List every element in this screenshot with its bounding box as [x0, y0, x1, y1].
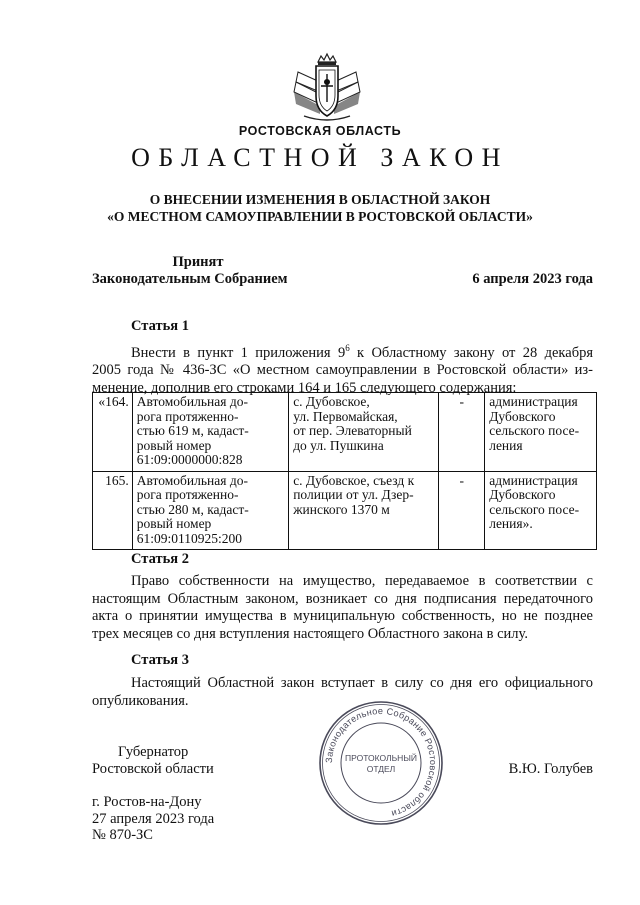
official-stamp-icon: [318, 700, 444, 826]
road-object-line: 61:09:0000000:828: [136, 452, 243, 467]
road-object-line: стью 280 м, кадаст-: [136, 501, 249, 517]
road-address-line: полиции от ул. Дзер-: [293, 487, 414, 502]
road-address-line: жинского 1370 м: [293, 501, 390, 517]
road-address-line: ул. Первомайская,: [293, 408, 398, 424]
document-type-title: ОБЛАСТНОЙ ЗАКОН: [131, 143, 509, 172]
article-2-line: акта о принятии имущества в муниципальную собственность, но не позднее: [92, 608, 593, 624]
owner-organization-line: сельского посе-: [489, 501, 580, 517]
table-row: [93, 471, 597, 550]
road-object-line: стью 619 м, кадаст-: [136, 423, 249, 438]
road-address-line: с. Дубовское,: [293, 394, 370, 409]
coat-of-arms-icon: [290, 52, 364, 124]
empty-dash-cell: -: [439, 393, 485, 472]
road-object-line: рога протяженно-: [136, 408, 239, 424]
road-object-line: ровый номер: [136, 437, 212, 453]
region-name: РОСТОВСКАЯ ОБЛАСТЬ: [238, 124, 402, 138]
article-2-line: трех месяцев со дня вступления настоящего Областного закона в силу.: [92, 625, 528, 642]
place-city: г. Ростов-на-Дону: [92, 794, 202, 810]
road-address-cell: [289, 471, 439, 550]
stamp-center-line: ОТДЕЛ: [366, 764, 396, 774]
article-1-line: [92, 340, 593, 362]
place-date: 27 апреля 2023 года: [92, 810, 215, 827]
article-3-heading: Статья 3: [131, 652, 189, 668]
adoption-by: Законодательным Собранием: [92, 271, 288, 287]
adoption-block: [92, 254, 304, 288]
owner-organization-cell: [485, 471, 597, 550]
owner-organization-line: ления».: [489, 516, 533, 531]
owner-organization-line: ления: [489, 437, 523, 453]
article-1-line: менение, дополнив его строками 164 и 165 следующего содержания:: [92, 379, 517, 396]
owner-organization-line: Дубовского: [489, 487, 556, 502]
signatory-title-line: Ростовской области: [92, 761, 214, 777]
owner-organization-line: администрация: [489, 472, 578, 488]
article-1-line-part: Внести в пункт 1 приложения 9: [131, 344, 346, 361]
article-1-superscript: 6: [345, 343, 350, 353]
owner-organization-line: Дубовского: [489, 408, 556, 424]
road-object-line: Автомобильная до-: [136, 394, 248, 409]
article-2-heading: Статья 2: [131, 551, 189, 567]
items-table: [92, 392, 597, 550]
owner-organization-line: сельского посе-: [489, 423, 580, 438]
road-address-line: от пер. Элеваторный: [293, 423, 412, 438]
adoption-accepted: Принят: [172, 254, 224, 270]
article-1-line-part: к Областному закону от 28 декабря: [349, 344, 593, 361]
article-3-line: Настоящий Областной закон вступает в силу со дня его официального: [131, 675, 593, 691]
owner-organization-line: администрация: [489, 394, 578, 409]
law-subtitle-line: О ВНЕСЕНИИ ИЗМЕНЕНИЯ В ОБЛАСТНОЙ ЗАКОН: [149, 192, 491, 207]
signatory-name: В.Ю. Голубев: [508, 761, 593, 777]
road-object-line: рога протяженно-: [136, 487, 239, 502]
owner-organization-cell: [485, 393, 597, 472]
law-subtitle: [0, 191, 640, 225]
stamp-ring-text: Законодательное Собрание Ростовской области: [323, 705, 439, 819]
row-number-cell: «164.: [93, 393, 133, 472]
article-1-heading: Статья 1: [131, 318, 189, 334]
signatory-title-line: Губернатор: [118, 744, 189, 760]
road-object-line: Автомобильная до-: [136, 472, 248, 488]
road-address-cell: [289, 393, 439, 472]
road-object-line: ровый номер: [136, 516, 212, 531]
road-address-line: до ул. Пушкина: [293, 437, 384, 453]
article-2-text: [92, 573, 593, 643]
article-3-line: опубликования.: [92, 692, 189, 709]
table-row: [93, 393, 597, 472]
place-date-number: [92, 794, 292, 844]
adoption-date: 6 апреля 2023 года: [472, 271, 593, 287]
law-number: № 870-ЗС: [92, 827, 153, 843]
article-1-text: [92, 340, 593, 397]
empty-dash-cell: -: [439, 471, 485, 550]
road-object-cell: [132, 471, 288, 550]
road-object-cell: [132, 393, 288, 472]
article-2-line: Право собственности на имущество, передаваемое в соответствии с: [131, 573, 593, 589]
road-object-line: 61:09:0110925:200: [136, 530, 243, 546]
law-subtitle-line: «О МЕСТНОМ САМОУПРАВЛЕНИИ В РОСТОВСКОЙ ОБЛАСТИ»: [107, 209, 533, 224]
road-address-line: с. Дубовское, съезд к: [293, 472, 415, 488]
stamp-center-line: ПРОТОКОЛЬНЫЙ: [345, 753, 417, 763]
article-1-line: 2005 года № 436-ЗС «О местном самоуправлении в Ростовской области» из-: [92, 362, 593, 379]
article-2-line: настоящим Областным законом, возникает со дня подписания передаточного: [92, 590, 593, 607]
signatory-title: [92, 744, 222, 778]
row-number-cell: 165.: [93, 471, 133, 550]
